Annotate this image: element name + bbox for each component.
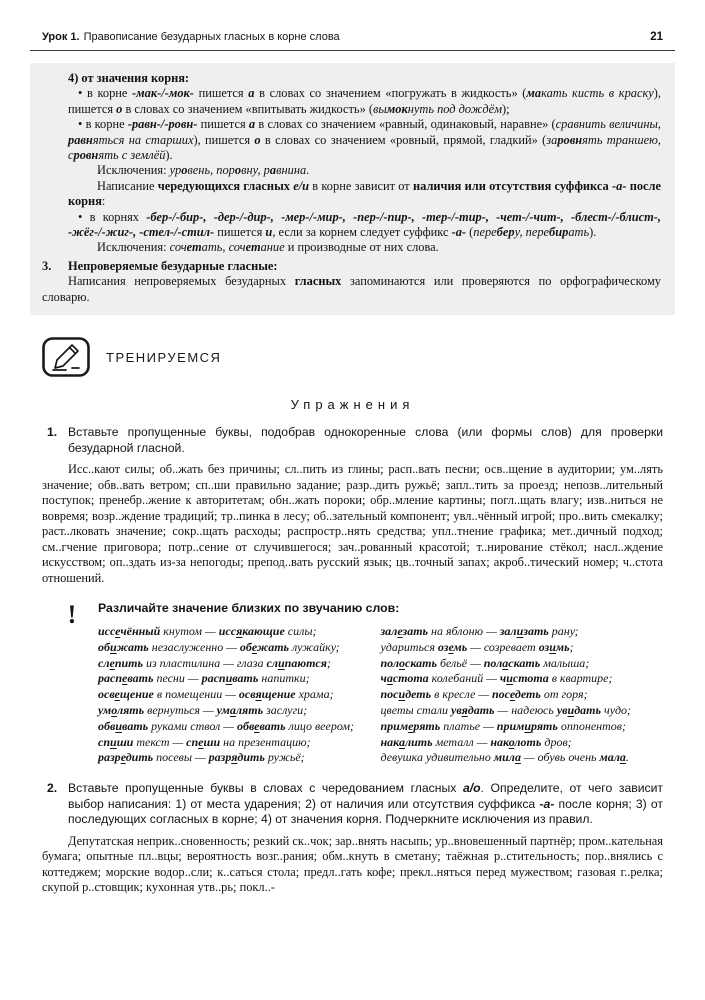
word-pair: полоскать бельё — поласкать малыша;	[380, 655, 590, 670]
exercise-1	[42, 425, 663, 586]
note-title: Различайте значение близких по звучанию слов:	[98, 601, 400, 616]
exercise-number: 1.	[47, 425, 58, 440]
word-pair: посидеть в кресле — поседеть от горя;	[380, 687, 588, 702]
word-pair: обижать незаслуженно — обежать лужайку;	[98, 639, 340, 654]
word-pair: распевать песни — распивать напитки;	[98, 671, 310, 686]
rule-item-number: 3.	[42, 258, 52, 273]
exercise-2-head	[42, 781, 663, 828]
rule-bullet-ei-roots: • в корнях -бер-/-бир-, -дер-/-дир-, -мер-/-мир-, -пер-/-пир-, -тер-/-тир-, -чет-/-чит-, -блест-/-блист-, -жёг-/-жиг-, -стел-/-стил- пишется и, если за корнем следует суффикс -а- (переберу, перебирать).	[68, 209, 661, 240]
exercise-instruction: Вставьте пропущенные буквы в словах с чередованием гласных а/о. Определите, от чего зависит выбор написания: 1) от места ударения; 2) от наличия или отсутствия суффикса -а- после корня; 3) от последующих согласных в корне; 4) от значения корня. Подчеркните исключения из правил.	[68, 781, 663, 827]
exercise-2	[42, 781, 663, 896]
exercise-instruction: Вставьте пропущенные буквы, подобрав однокоренные слова (или формы слов) для проверки безударной гласной.	[68, 425, 663, 455]
exercises-heading: Упражнения	[290, 397, 415, 413]
theory-box	[30, 63, 675, 315]
note-content	[98, 601, 663, 766]
word-pair: девушка удивительно мила — обувь очень мала.	[380, 750, 629, 765]
training-label: ТРЕНИРУЕМСЯ	[106, 349, 222, 365]
exercise-text: Депутатская неприк..сновенность; резкий ск..чок; зар..внять насыпь; ур..вновешенный партнёр; пром..кательная бумага; опытные пл..вцы; вероятность возг..рания; обм..кнуть в сметану; таёжная р..стительность; пор..внялись с коттеджем; морские водор..сли; к..саться стола; предл..гать кофе; прекл..няться перед мужеством; газовая г..релка; скупой р..стовщик; кухонная утв..рь; покл..-	[42, 833, 663, 895]
word-pair: цветы стали увядать — надеюсь увидать чудо;	[380, 703, 632, 718]
word-pair: слепить из пластилина — глаза слипаются;	[98, 655, 331, 670]
page-number: 21	[650, 31, 663, 43]
rule-4-block	[68, 71, 661, 256]
word-pairs-right	[381, 624, 664, 766]
rule-bullet-ravn-rovn: • в корне -равн-/-ровн- пишется а в словах со значением «равный, одинаковый, наравне» (сравнить величины, равняться на старших), пишется о в словах со значением «ровный, прямой, гладкий» (заровнять траншею, сровнять с землёй).	[68, 117, 661, 163]
word-pair: иссечённый кнутом — иссякающие силы;	[98, 624, 317, 639]
rule-item-3-heading	[42, 259, 661, 274]
distinguish-note	[62, 601, 663, 766]
running-title	[42, 30, 340, 44]
word-pair: примерять платье — примирять оппонентов;	[380, 718, 626, 733]
word-pair: спиши текст — спеши на презентацию;	[98, 734, 311, 749]
word-pair: накалить металл — наколоть дров;	[380, 734, 572, 749]
word-pair: разредить посевы — разрядить ружьё;	[98, 750, 305, 765]
word-pair: частота колебаний — чистота в квартире;	[380, 671, 613, 686]
rule-bullet-mak-mok: • в корне -мак-/-мок- пишется а в словах со значением «погружать в жидкость» (макать кисть в краску), пишется о в словах со значением «впитывать жидкость» (вымокнуть под дождём);	[68, 86, 661, 116]
exercise-number: 2.	[47, 781, 58, 796]
word-pair: обвивать руками ствол — обвевать лицо веером;	[98, 718, 355, 733]
rule-title: 4) от значения корня:	[68, 71, 190, 85]
page-header	[30, 30, 675, 51]
exercise-text: Исс..кают силы; об..жать без причины; сл..пить из глины; расп..вать песни; осв..щение в аудитории; ум..лять значение; обв..вать ветром; сп..ши правильно задание; разр..дить ружьё; запл..тить за проезд; непозв..лительный поступок; пренебр..жение к авторитетам; обн..жать пороки; обр..мление картины; погл..щать влагу; изв..ниться не вовремя; возр..ждение традиций; тр..пинка в лесу; об..зательный компонент; увл..чённый игрой; про..вить смекалку; раст..лковать значение; сокр..щать расходы; распростр..нять средства; упл..тнение графика; мет..дичный подход; см..гчение приговора; потр..сение от случившегося; зач..рованный красотой; т..нирование стёкол; насл..ждение искусством; оп..здать из-за непогоды; препод..вать русский язык; цв..точный запах; акроб..тический номер; ч..стота отношений.	[42, 462, 663, 585]
exercise-1-head	[42, 425, 663, 456]
word-pairs-columns	[98, 624, 663, 766]
word-pair: залезать на яблоню — зализать рану;	[380, 624, 579, 639]
chapter-title: Правописание безударных гласных в корне слова	[83, 31, 340, 43]
rule-exceptions-2: Исключения: сочетать, сочетание и производные от них слова.	[97, 240, 439, 255]
rule-ei-intro: Написание чередующихся гласных е/и в корне зависит от наличия или отсутствия суффикса -а- после корня:	[68, 178, 662, 209]
rule-item-text: Написания непроверяемых безударных гласных запоминаются или проверяются по орфографическому словарю.	[42, 274, 661, 304]
rule-exceptions-1: Исключения: уровень, поровну, равнина.	[97, 163, 310, 178]
word-pair: освещение в помещении — освящение храма;	[98, 687, 334, 702]
rule-item-3	[42, 259, 661, 305]
word-pair: удариться оземь — созревает озимь;	[380, 639, 574, 654]
lesson-label: Урок 1.	[42, 31, 80, 43]
rule-item-title: Непроверяемые безударные гласные:	[68, 258, 278, 273]
pencil-icon	[42, 337, 90, 377]
exclamation-icon: !	[67, 600, 77, 630]
training-header	[42, 337, 675, 377]
word-pairs-left	[98, 624, 381, 766]
word-pair: умолять вернуться — умалять заслуги;	[98, 703, 308, 718]
